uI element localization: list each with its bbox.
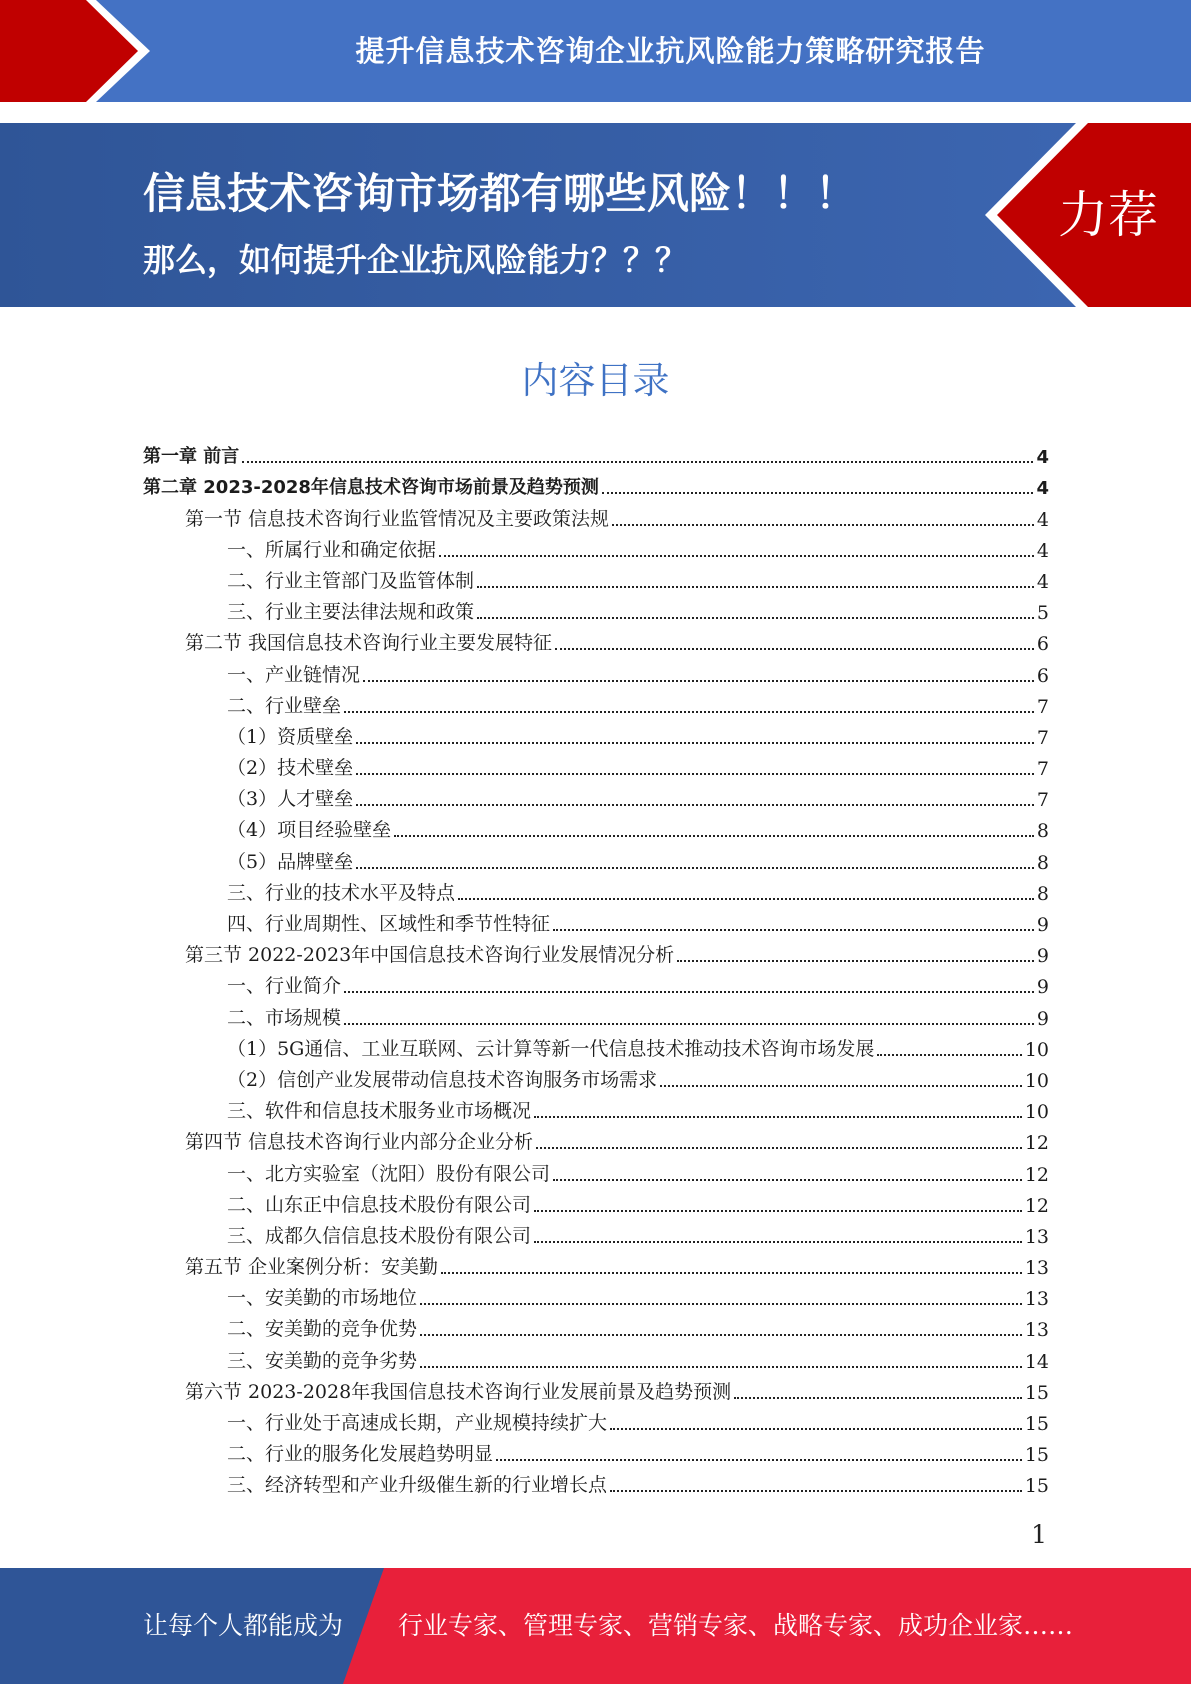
toc-dot-leader (420, 1303, 1022, 1305)
toc-dot-leader (477, 586, 1034, 588)
toc-entry-label: 第一章 前言 (143, 446, 240, 468)
toc-entry-label: （2）信创产业发展带动信息技术咨询服务市场需求 (227, 1068, 658, 1091)
toc-entry-page: 8 (1036, 882, 1049, 905)
toc-dot-leader (555, 648, 1034, 650)
toc-dot-leader (344, 1023, 1034, 1025)
toc-entry-label: 一、北方实验室（沈阳）股份有限公司 (227, 1162, 551, 1185)
toc-entry[interactable] (143, 1437, 1049, 1468)
toc-entry-label: 二、山东正中信息技术股份有限公司 (227, 1193, 532, 1216)
toc-dot-leader (553, 1179, 1022, 1181)
toc-entry-label: 一、行业处于高速成长期，产业规模持续扩大 (227, 1412, 608, 1434)
toc-entry-page: 14 (1024, 1350, 1049, 1373)
toc-dot-leader (734, 1397, 1022, 1399)
toc-entry-label: 三、安美勤的竞争劣势 (227, 1349, 418, 1372)
toc-entry-page: 10 (1024, 1069, 1049, 1092)
toc-entry-page: 4 (1036, 508, 1049, 531)
toc-entry-page: 9 (1036, 976, 1049, 999)
toc-entry[interactable] (143, 564, 1049, 595)
toc-dot-leader (534, 1116, 1022, 1118)
toc-entry-label: 二、行业主管部门及监管体制 (227, 569, 475, 592)
toc-entry[interactable] (143, 1156, 1049, 1187)
toc-entry[interactable] (143, 1063, 1049, 1094)
toc-entry[interactable] (143, 1000, 1049, 1031)
toc-title: 内容目录 (521, 359, 670, 402)
footer-banner (0, 1568, 1191, 1684)
hero-subheadline: 那么，如何提升企业抗风险能力？？？ (143, 241, 688, 279)
toc-entry-label: （2）技术壁垒 (227, 757, 354, 780)
toc-entry[interactable] (143, 626, 1049, 657)
toc-entry-page: 13 (1024, 1257, 1049, 1280)
toc-entry[interactable] (143, 969, 1049, 1000)
toc-entry[interactable] (143, 657, 1049, 688)
toc-entry-label: （4）项目经验壁垒 (227, 819, 392, 842)
toc-entry[interactable] (143, 813, 1049, 844)
toc-dot-leader (441, 1272, 1022, 1274)
footer-slogan: 让每个人都能成为 (143, 1611, 344, 1640)
toc-entry-label: 第二节 我国信息技术咨询行业主要发展特征 (185, 632, 553, 655)
toc-entry-page: 6 (1036, 633, 1049, 656)
toc-entry-page: 13 (1024, 1288, 1049, 1311)
toc-entry-page: 7 (1036, 789, 1049, 812)
toc-dot-leader (356, 742, 1034, 744)
toc-dot-leader (677, 960, 1034, 962)
toc-entry-page: 10 (1024, 1101, 1049, 1124)
toc-dot-leader (344, 711, 1034, 713)
toc-entry-page: 7 (1036, 726, 1049, 749)
toc-entry[interactable] (143, 1094, 1049, 1125)
toc-dot-leader (356, 773, 1034, 775)
toc-entry-page: 12 (1024, 1132, 1049, 1155)
toc-entry-page: 12 (1024, 1194, 1049, 1217)
toc-entry-page: 4 (1036, 539, 1049, 562)
toc-entry[interactable] (143, 1281, 1049, 1312)
toc-dot-leader (420, 1366, 1022, 1368)
toc-entry[interactable] (143, 533, 1049, 564)
toc-dot-leader (536, 1147, 1022, 1149)
toc-entry[interactable] (143, 1343, 1049, 1374)
toc-entry-page: 5 (1036, 602, 1049, 625)
toc-entry-page: 9 (1036, 945, 1049, 968)
toc-entry[interactable] (143, 470, 1049, 501)
toc-dot-leader (534, 1241, 1022, 1243)
toc-entry-label: 二、行业壁垒 (227, 694, 342, 717)
recommend-badge: 力荐 (1058, 186, 1158, 244)
toc-dot-leader (877, 1054, 1021, 1056)
toc-entry-page: 6 (1036, 664, 1049, 687)
page-number: 1 (1031, 1520, 1047, 1549)
toc-entry-page: 12 (1024, 1163, 1049, 1186)
toc-entry-page: 15 (1024, 1381, 1049, 1404)
toc-entry-page: 9 (1036, 914, 1049, 936)
toc-entry-label: 第六节 2023-2028年我国信息技术咨询行业发展前景及趋势预测 (185, 1380, 732, 1403)
toc-entry[interactable] (143, 844, 1049, 875)
toc-dot-leader (602, 492, 1034, 494)
hero-headline: 信息技术咨询市场都有哪些风险！！！ (143, 169, 858, 218)
toc-entry-page: 4 (1036, 570, 1049, 593)
toc-entry-label: 一、产业链情况 (227, 663, 361, 686)
toc-dot-leader (534, 1210, 1022, 1212)
toc-dot-leader (610, 1428, 1022, 1430)
toc-dot-leader (660, 1085, 1022, 1087)
top-banner (0, 0, 1191, 112)
toc-entry-label: 第五节 企业案例分析：安美勤 (185, 1256, 439, 1279)
toc-entry[interactable] (143, 1468, 1049, 1499)
hero-banner (0, 123, 1191, 307)
toc-entry[interactable] (143, 876, 1049, 907)
toc-entry[interactable] (143, 501, 1049, 532)
toc-entry-page: 9 (1036, 1007, 1049, 1030)
toc-entry[interactable] (143, 689, 1049, 720)
toc-entry[interactable] (143, 938, 1049, 969)
toc-entry-page: 4 (1036, 447, 1049, 469)
toc-dot-leader (420, 1334, 1022, 1336)
toc-dot-leader (458, 898, 1034, 900)
toc-entry-page: 8 (1036, 820, 1049, 843)
toc-entry[interactable] (143, 751, 1049, 782)
toc-dot-leader (553, 929, 1034, 931)
toc-entry[interactable] (143, 1312, 1049, 1343)
toc-dot-leader (612, 524, 1034, 526)
toc-entry-label: 二、安美勤的竞争优势 (227, 1318, 418, 1341)
toc-entry-label: （5）品牌壁垒 (227, 850, 354, 873)
toc-entry-label: 二、市场规模 (227, 1006, 342, 1029)
toc-dot-leader (363, 680, 1034, 682)
toc-entry[interactable] (143, 782, 1049, 813)
report-title: 提升信息技术咨询企业抗风险能力策略研究报告 (355, 34, 986, 68)
toc-entry-label: 三、行业主要法律法规和政策 (227, 601, 475, 624)
toc-dot-leader (344, 991, 1034, 993)
toc-entry[interactable] (143, 1375, 1049, 1406)
toc-entry-label: 一、安美勤的市场地位 (227, 1287, 418, 1310)
toc-entry-label: 三、软件和信息技术服务业市场概况 (227, 1100, 532, 1123)
toc-entry-label: 三、成都久信信息技术股份有限公司 (227, 1224, 532, 1247)
toc-entry-page: 7 (1036, 758, 1049, 781)
toc-entry-page: 13 (1024, 1319, 1049, 1342)
toc-dot-leader (242, 461, 1033, 463)
toc-entry-page: 13 (1024, 1225, 1049, 1248)
toc-entry-label: 第二章 2023-2028年信息技术咨询市场前景及趋势预测 (143, 477, 599, 499)
toc-entry-label: 第三节 2022-2023年中国信息技术咨询行业发展情况分析 (185, 944, 675, 967)
toc-entry[interactable] (143, 1250, 1049, 1281)
toc-entry-label: 三、行业的技术水平及特点 (227, 881, 456, 904)
toc-dot-leader (439, 555, 1034, 557)
toc-entry[interactable] (143, 1032, 1049, 1063)
toc-dot-leader (477, 617, 1034, 619)
footer-roles: 行业专家、管理专家、营销专家、战略专家、成功企业家…… (398, 1611, 1074, 1640)
toc-entry-page: 4 (1036, 478, 1049, 500)
toc-dot-leader (496, 1459, 1022, 1461)
toc-entry-label: 一、行业简介 (227, 975, 342, 998)
toc-entry[interactable] (143, 595, 1049, 626)
toc-entry[interactable] (143, 439, 1049, 470)
toc-entry-page: 15 (1024, 1475, 1049, 1498)
toc-entry-page: 7 (1036, 695, 1049, 718)
toc-entry-label: 四、行业周期性、区域性和季节性特征 (227, 913, 551, 935)
toc-entry-page: 15 (1024, 1444, 1049, 1467)
toc-entry-page: 10 (1024, 1038, 1049, 1061)
toc-dot-leader (610, 1490, 1022, 1492)
toc-entry-label: 第四节 信息技术咨询行业内部分企业分析 (185, 1131, 534, 1154)
table-of-contents (143, 439, 1049, 1499)
toc-entry-label: 一、所属行业和确定依据 (227, 538, 437, 561)
toc-entry-label: （1）5G通信、工业互联网、云计算等新一代信息技术推动技术咨询市场发展 (227, 1037, 875, 1060)
toc-entry[interactable] (143, 720, 1049, 751)
toc-entry-label: （3）人才壁垒 (227, 788, 354, 811)
toc-entry-label: 二、行业的服务化发展趋势明显 (227, 1443, 494, 1466)
toc-entry-label: 三、经济转型和产业升级催生新的行业增长点 (227, 1474, 608, 1497)
toc-entry[interactable] (143, 1219, 1049, 1250)
toc-entry-label: （1）资质壁垒 (227, 725, 354, 748)
toc-dot-leader (394, 835, 1034, 837)
toc-entry-page: 8 (1036, 851, 1049, 874)
toc-dot-leader (356, 867, 1034, 869)
toc-dot-leader (356, 804, 1034, 806)
toc-entry-page: 15 (1024, 1413, 1049, 1435)
toc-entry[interactable] (143, 907, 1049, 938)
toc-entry[interactable] (143, 1406, 1049, 1437)
toc-entry[interactable] (143, 1125, 1049, 1156)
toc-entry-label: 第一节 信息技术咨询行业监管情况及主要政策法规 (185, 507, 610, 530)
toc-entry[interactable] (143, 1188, 1049, 1219)
